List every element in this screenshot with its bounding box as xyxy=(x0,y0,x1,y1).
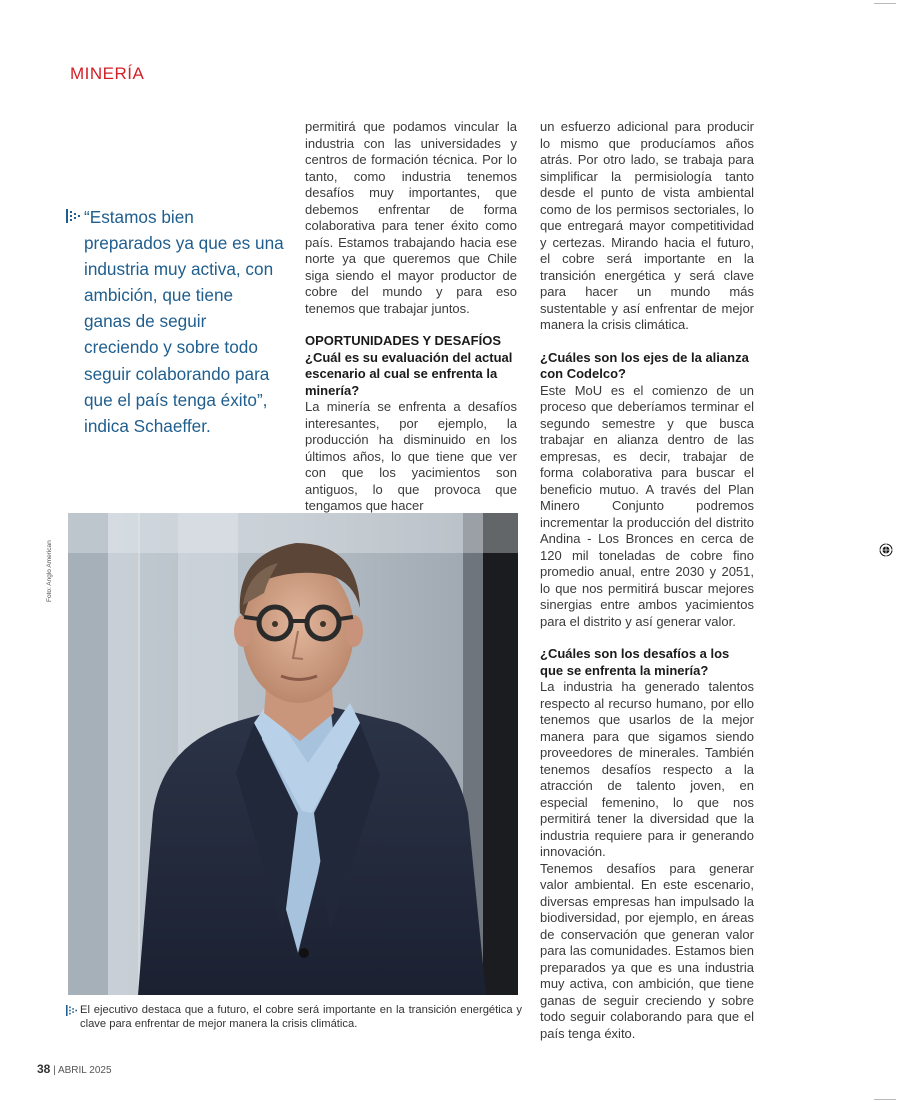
crop-mark-bottom-right xyxy=(874,1099,896,1100)
issue-date: ABRIL 2025 xyxy=(57,1065,112,1076)
crop-mark-top-right xyxy=(874,3,896,4)
paragraph: Este MoU es el comienzo de un proceso que deberíamos terminar el segundo semestre y que busca trabajar en alianza dentro de las empresas, es decir, trabajar de forma colaborativa para buscar el beneficio mutuo. A través del Plan Minero Conjunto podremos incrementar la producción del distrito Andina - Los Bronces en cerca de 120 mil toneladas de cobre fino promedio anual, entre 2030 y 2051, lo que nos permitirá buscar mejores sinergias entre ambos yacimientos para el distrito y así generar valor. xyxy=(540,382,754,629)
portrait-illustration xyxy=(68,513,518,995)
bullet-dots-icon xyxy=(66,209,80,223)
photo-credit: Foto: Anglo American xyxy=(46,540,53,602)
question-heading: ¿Cuál es su evaluación del actual escenario al cual se enfrenta la minería? xyxy=(305,349,513,398)
page-number: 38 xyxy=(37,1062,51,1076)
article-column-2 xyxy=(305,119,517,515)
caption-text: El ejecutivo destaca que a futuro, el cobre será importante en la transición energética y clave para enfrentar de mejor manera la crisis climática. xyxy=(80,1004,522,1030)
question-heading: ¿Cuáles son los ejes de la alianza con Codelco? xyxy=(540,349,749,381)
paragraph: La minería se enfrenta a desafíos interesantes, por ejemplo, la producción ha disminuido en los últimos años, lo que tiene que ver con que los yacimientos son antiguos, lo que provoca que tengamos que hacer xyxy=(305,399,517,513)
question-heading: ¿Cuáles son los desafíos a los que se enfrenta la minería? xyxy=(540,646,730,678)
paragraph: permitirá que podamos vincular la industria con las universidades y centros de formación técnica. Por lo tanto, como industria tenemos desafíos muy importantes, que debemos enfrentar de forma colaborativa para tener éxito como país. Estamos trabajando hacia ese norte ya que queremos que Chile siga siendo el mayor productor de cobre del mundo y para eso tenemos que trabajar juntos. xyxy=(305,119,517,316)
article-column-3 xyxy=(540,119,754,1042)
portrait-photo xyxy=(68,513,518,995)
section-label: MINERÍA xyxy=(70,64,145,83)
paragraph: Tenemos desafíos para generar valor ambiental. En este escenario, diversas empresas han impulsado la biodiversidad, por ejemplo, en áreas de conservación que generan valor para las comunidades. Estamos bien preparados ya que es una industria muy activa, con ambición, que tiene ganas de seguir creciendo y sobre todo seguir colaborando para que el país tenga éxito. xyxy=(540,860,754,1041)
pull-quote-text: “Estamos bien preparados ya que es una industria muy activa, con ambición, que tiene ganas de seguir creciendo y sobre todo seguir colaborando para que el país tenga éxito”, indica Schaeffer. xyxy=(84,207,284,436)
photo-caption xyxy=(66,1003,522,1031)
page-footer xyxy=(37,1062,112,1076)
paragraph: un esfuerzo adicional para producir lo mismo que producíamos años atrás. Por otro lado, se trabaja para simplificar la permisiología tanto desde el punto de vista ambiental como de los permisos sectoriales, lo que entregará mayor competitividad y certezas. Mirando hacia el futuro, el cobre será importante en la transición energética y será clave para hacer un mundo más sustentable y así enfrentar de mejor manera la crisis climática. xyxy=(540,119,754,332)
bullet-dots-icon xyxy=(66,1005,77,1016)
registration-mark-icon xyxy=(879,543,893,557)
paragraph: La industria ha generado talentos respecto al recurso humano, por ello tenemos que usarlos de la mejor manera para que sigamos siendo proveedores de minerales. También tenemos desafíos respecto a la atracción de talento joven, en especial femenino, lo que nos permitirá tener la diversidad que la industria requiere para ir generando innovación. xyxy=(540,679,754,859)
footer-separator: | xyxy=(53,1065,58,1076)
section-heading: OPORTUNIDADES Y DESAFÍOS xyxy=(305,333,501,348)
pull-quote xyxy=(66,204,284,439)
